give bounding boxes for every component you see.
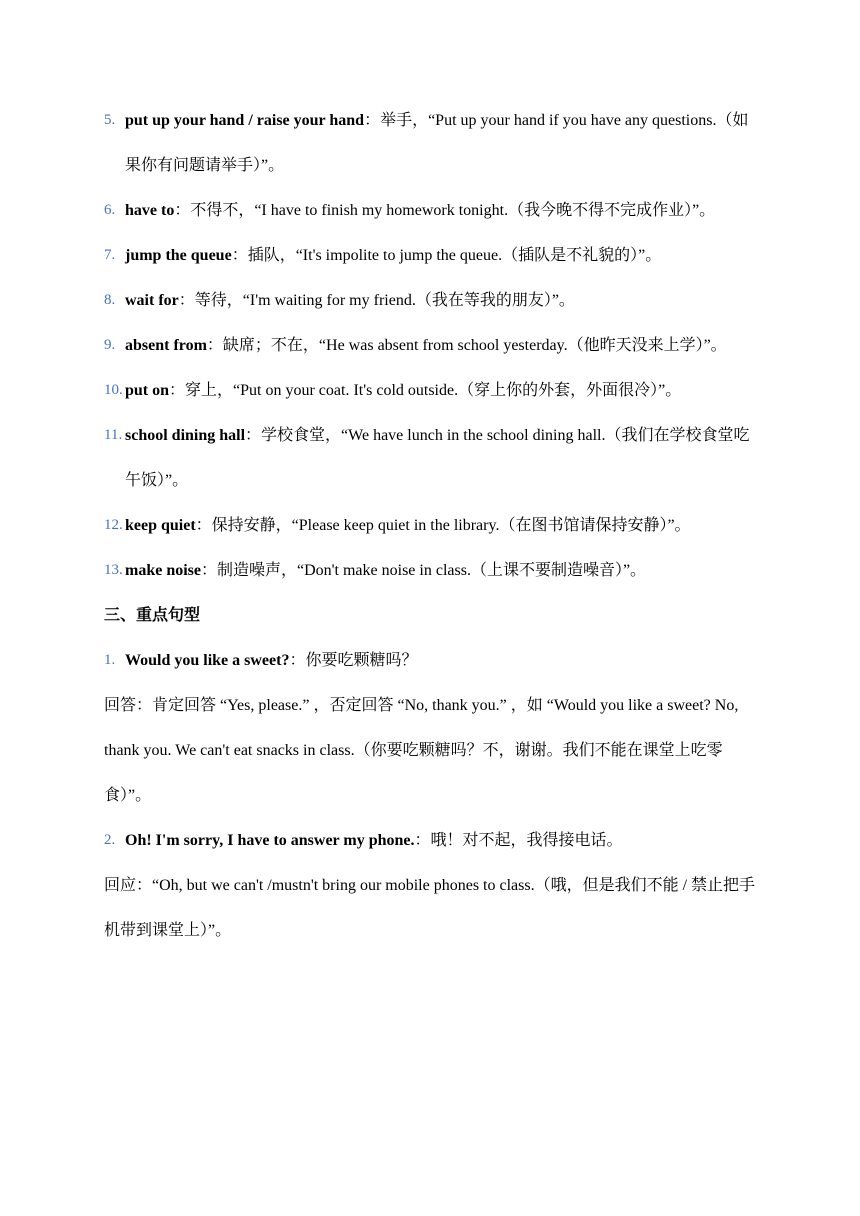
- item-text: ：制造噪声，“Don't make noise in class.（上课不要制造噪音）”。: [201, 562, 647, 579]
- item-text: ：插队，“It's impolite to jump the queue.（插队是不礼貌的）”。: [231, 247, 662, 264]
- item-text: ：等待，“I'm waiting for my friend.（我在等我的朋友）”。: [178, 292, 575, 309]
- section-heading: 三、重点句型: [104, 607, 201, 624]
- vocab-item-9: [104, 323, 764, 368]
- item-term: absent from: [125, 337, 207, 354]
- item-term: Oh! I'm sorry, I have to answer my phone.: [125, 832, 415, 849]
- sentence-answer-2: 回应：“Oh, but we can't /mustn't bring our mobile phones to class.（哦，但是我们不能 / 禁止把手机带到课堂上）”。: [104, 877, 756, 939]
- vocab-item-12: [104, 503, 764, 548]
- vocab-item-10: [104, 368, 764, 413]
- sentence-item-2: [104, 818, 764, 863]
- vocab-item-8: [104, 278, 764, 323]
- item-number: 13.: [104, 562, 123, 578]
- item-number: 8.: [104, 292, 116, 308]
- item-number: 11.: [104, 427, 123, 443]
- item-number: 5.: [104, 112, 116, 128]
- item-term: make noise: [125, 562, 201, 579]
- item-text: ：穿上，“Put on your coat. It's cold outside.（穿上你的外套，外面很冷）”。: [169, 382, 682, 399]
- vocab-item-5: [104, 98, 764, 188]
- vocab-item-11: [104, 413, 764, 503]
- vocab-item-13: [104, 548, 764, 593]
- item-number: 1.: [104, 652, 116, 668]
- item-text: ：你要吃颗糖吗？: [289, 652, 418, 669]
- item-text: ：不得不，“I have to finish my homework tonight.（我今晚不得不完成作业）”。: [174, 202, 716, 219]
- item-term: wait for: [125, 292, 179, 309]
- item-number: 7.: [104, 247, 116, 263]
- item-text: ：缺席；不在，“He was absent from school yesterday.（他昨天没来上学）”。: [206, 337, 727, 354]
- item-number: 6.: [104, 202, 116, 218]
- vocab-item-7: [104, 233, 764, 278]
- item-term: school dining hall: [125, 427, 246, 444]
- item-text: ：举手，“Put up your hand if you have any questions.（如果你有问题请举手）”。: [125, 112, 749, 174]
- item-text: ：哦！对不起，我得接电话。: [414, 832, 623, 849]
- sentence-item-1: [104, 638, 764, 683]
- item-number: 10.: [104, 382, 123, 398]
- item-number: 12.: [104, 517, 123, 533]
- item-term: jump the queue: [125, 247, 232, 264]
- sentence-answer-1: 回答：肯定回答 “Yes, please.” ，否定回答 “No, thank you.” ，如 “Would you like a sweet? No, thank you. We can't eat snacks in class.（你要吃颗糖吗？不，谢谢。我们不能在课堂上吃零食）”。: [104, 697, 739, 804]
- item-term: put on: [125, 382, 170, 399]
- item-text: ：学校食堂，“We have lunch in the school dining hall.（我们在学校食堂吃午饭）”。: [125, 427, 750, 489]
- document-content: [104, 98, 764, 953]
- item-term: put up your hand / raise your hand: [125, 112, 365, 129]
- item-term: have to: [125, 202, 175, 219]
- item-number: 2.: [104, 832, 116, 848]
- item-number: 9.: [104, 337, 116, 353]
- vocab-item-6: [104, 188, 764, 233]
- item-text: ：保持安静，“Please keep quiet in the library.（在图书馆请保持安静）”。: [195, 517, 691, 534]
- item-term: Would you like a sweet?: [125, 652, 290, 669]
- item-term: keep quiet: [125, 517, 196, 534]
